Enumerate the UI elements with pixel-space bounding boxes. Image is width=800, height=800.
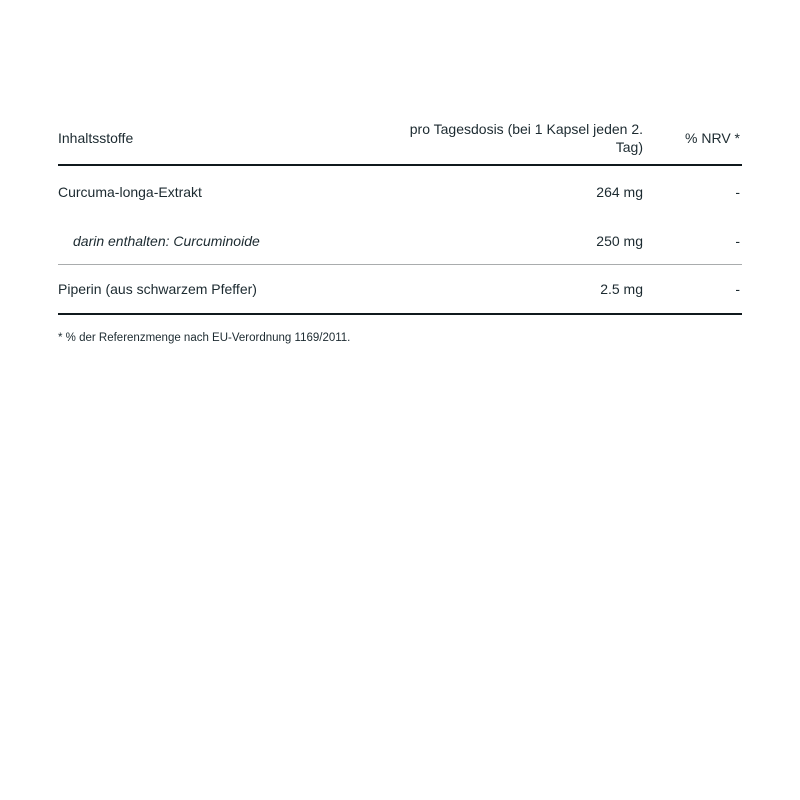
ingredient-nrv: -: [735, 183, 740, 200]
header-ingredient: Inhaltsstoffe: [58, 130, 134, 146]
ingredient-dose: 2.5 mg: [600, 281, 643, 297]
ingredient-nrv: -: [735, 281, 740, 297]
table-row: [58, 265, 742, 315]
ingredient-name: Piperin (aus schwarzem Pfeffer): [58, 281, 257, 297]
ingredient-name: Curcuma-longa-Extrakt: [58, 183, 202, 200]
header-dose: pro Tagesdosis (bei 1 Kapsel jeden 2. Tag): [409, 121, 643, 155]
ingredient-dose: 250 mg: [596, 232, 643, 249]
footnote: * % der Referenzmenge nach EU-Verordnung 1169/2011.: [58, 332, 351, 344]
nutrition-table: [58, 112, 742, 315]
ingredient-nrv: -: [735, 232, 740, 249]
table-header-row: [58, 112, 742, 166]
header-nrv: % NRV *: [685, 130, 740, 146]
table-row: [58, 166, 742, 217]
table-row: [58, 217, 742, 265]
ingredient-name: darin enthalten: Curcuminoide: [73, 232, 260, 249]
ingredient-dose: 264 mg: [596, 183, 643, 200]
